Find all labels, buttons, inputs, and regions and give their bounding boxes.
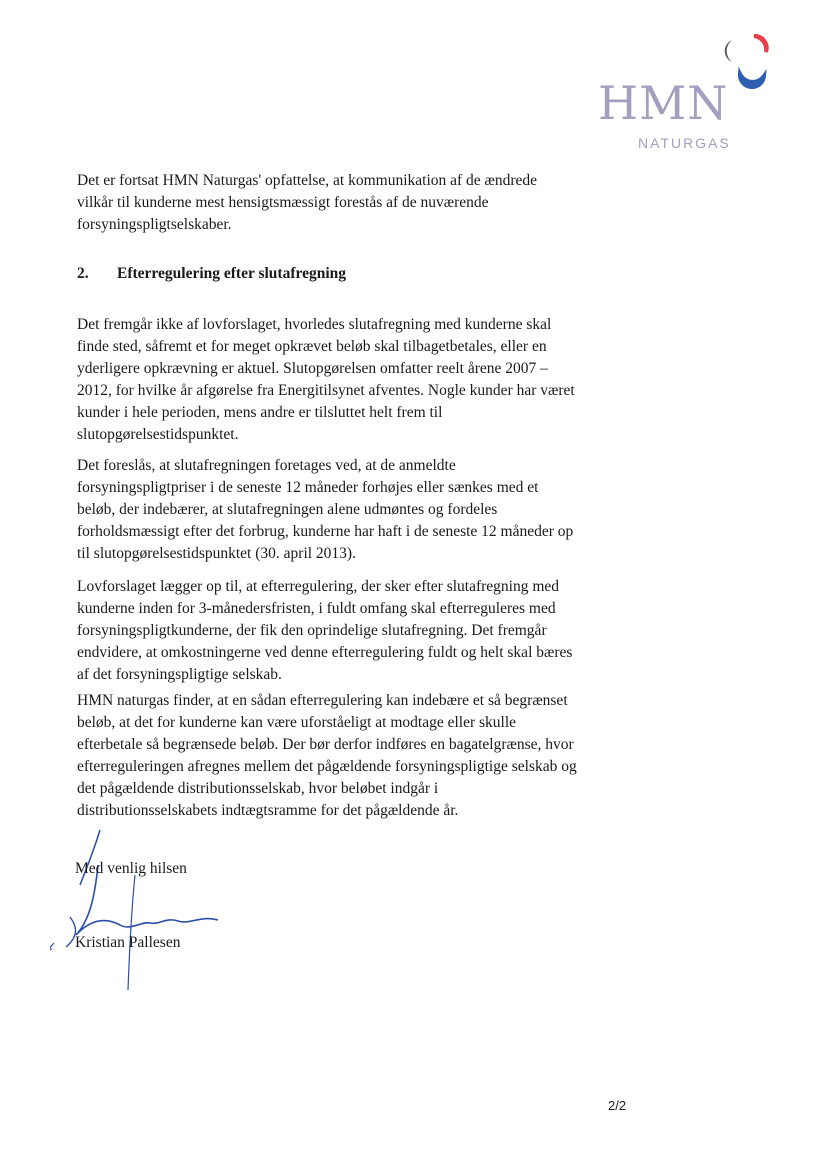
paragraph-communication: Det er fortsat HMN Naturgas' opfattelse, at kommunikation af de ændrede vilkår til kunderne mest hensigtsmæssigt forestås af de nuværende forsyningspligtselskaber.	[77, 172, 538, 233]
section-heading	[77, 265, 346, 283]
paragraph-bagatelgraense: HMN naturgas finder, at en sådan efterregulering kan indebære et så begrænset beløb, at det for kunderne kan være uforståeligt at modtage eller skulle efterbetale så begrænsede beløb. Der bør derfor indføres en bagatelgrænse, hvor efterreguleringen afregnes mellem det pågældende forsyningspligtige selskab og det pågældende distributionsselskab, hvor beløbet indgår i distributionsselskabets indtægtsramme for det pågældende år.	[77, 692, 577, 819]
section-title: Efterregulering efter slutafregning	[117, 265, 347, 282]
hmn-naturgas-logo	[590, 28, 790, 158]
paragraph-lovforslag: Lovforslaget lægger op til, at efterregulering, der sker efter slutafregning med kunderne inden for 3-månedersfristen, i fuldt omfang skal efterreguleres med forsyningspligtkunderne, der fik den oprindelige slutafregning. Det fremgår endvidere, at omkostningerne ved denne efterregulering fuldt og helt skal bæres af det forsyningspligtige selskab.	[77, 578, 573, 683]
paragraph-slutafregning: Det fremgår ikke af lovforslaget, hvorledes slutafregning med kunderne skal finde sted, såfremt et for meget opkrævet beløb skal tilbagetbetales, eller en yderligere opkrævning er aktuel. Slutopgørelsen omfatter reelt årene 2007 – 2012, for hvilke år afgørelse fra Energitilsynet afventes. Nogle kunder har været kunder i hele perioden, mens andre er tilsluttet helt frem til slutopgørelsestidspunktet.	[77, 316, 575, 443]
logo-brand-text: HMN	[598, 76, 729, 130]
page-number: 2/2	[608, 1098, 627, 1113]
section-number: 2.	[77, 265, 89, 282]
paragraph-proposal: Det foreslås, at slutafregningen foretages ved, at de anmeldte forsyningspligtpriser i de seneste 12 måneder forhøjes eller sænkes med et beløb, der indebærer, at slutafregningen alene udmøntes og fordeles forholdsmæssigt efter det forbrug, kunderne har haft i de seneste 12 måneder op til slutopgørelsestidspunktet (30. april 2013).	[77, 457, 574, 562]
logo-subtitle: NATURGAS	[638, 135, 731, 151]
closing-greeting: Med venlig hilsen	[75, 860, 187, 877]
handwritten-signature	[50, 825, 230, 995]
logo-mark-icon	[722, 32, 786, 92]
signatory-name: Kristian Pallesen	[75, 934, 181, 951]
